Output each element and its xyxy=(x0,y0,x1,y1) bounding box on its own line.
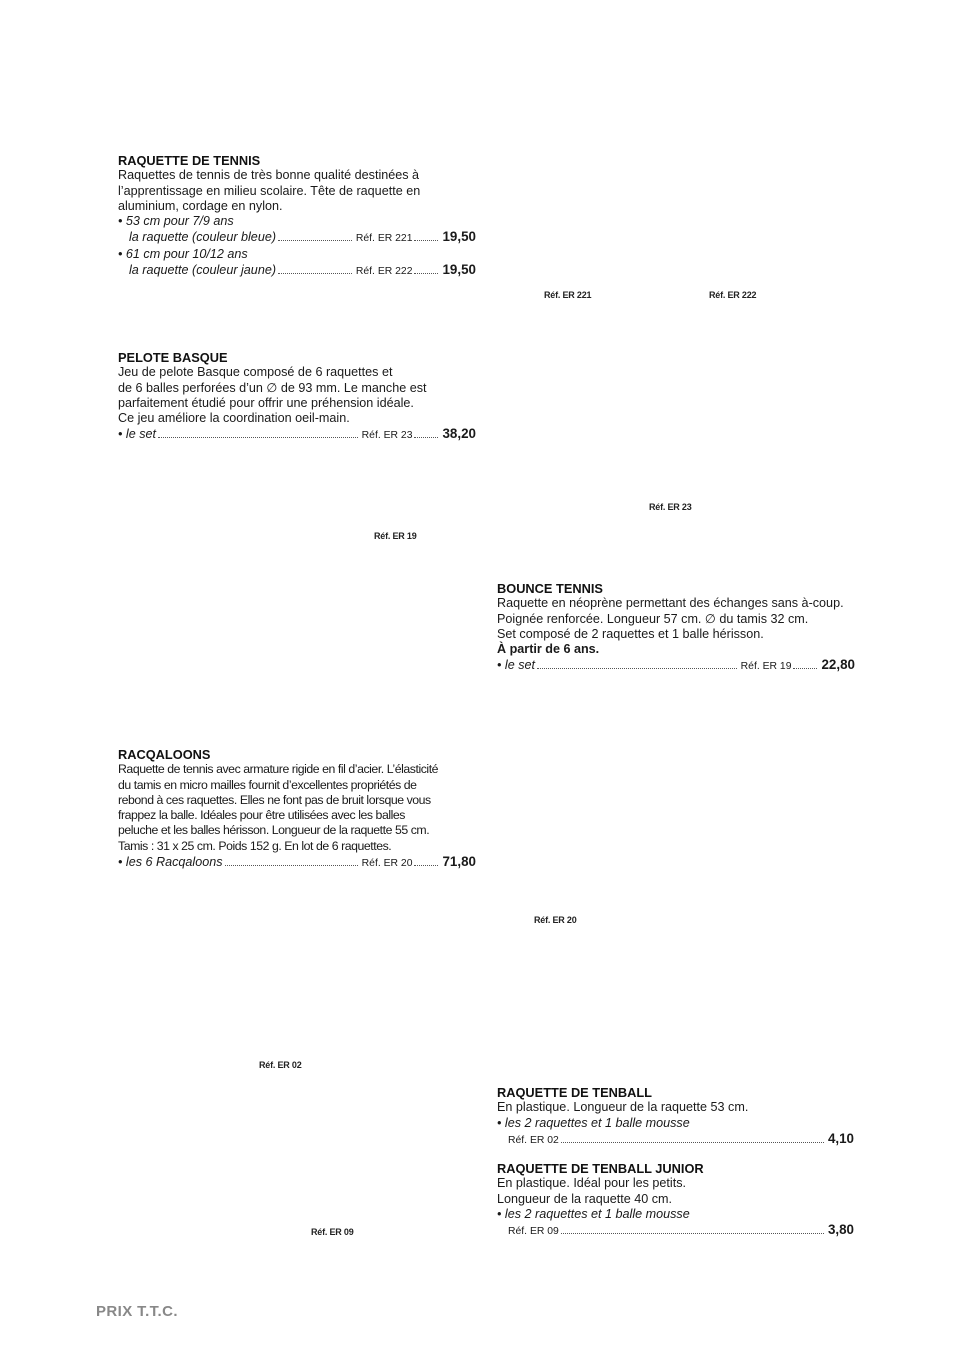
dot-leader xyxy=(158,437,358,438)
product-title: RACQALOONS xyxy=(118,747,211,762)
item-price: 22,80 xyxy=(821,657,855,673)
product-description: En plastique. Idéal pour les petits. Longueur de la raquette 40 cm. xyxy=(497,1176,687,1206)
item-ref: Réf. ER 222 xyxy=(355,266,413,278)
image-caption-er221: Réf. ER 221 xyxy=(544,290,592,300)
item-price: 19,50 xyxy=(442,262,476,278)
item-price: 4,10 xyxy=(827,1130,854,1146)
item-ref: Réf. ER 09 xyxy=(508,1226,559,1238)
item-label: la raquette (couleur jaune) xyxy=(129,263,277,278)
item-price: 71,80 xyxy=(442,854,476,870)
item-ref: Réf. ER 23 xyxy=(361,430,413,442)
price-row xyxy=(497,657,855,674)
product-description: Raquette de tennis avec armature rigide en fil d’acier. L’élasticité du tamis en micro mailles fournit d’excellentes propriétés de rebond à ces raquettes. Elles ne font pas de bruit lorsque vous frappez la balle. Idéales pour être utilisées avec les balles peluche et les balles hérisson. Longueur de la raquette 55 cm. Tamis : 31 x 25 cm. Poids 152 g. En lot de 6 raquettes. xyxy=(118,762,439,853)
dot-leader xyxy=(278,240,352,241)
product-title: RAQUETTE DE TENBALL JUNIOR xyxy=(497,1161,704,1176)
price-row xyxy=(118,854,476,871)
item-label: • le set xyxy=(497,658,536,673)
image-caption-er23: Réf. ER 23 xyxy=(649,502,692,512)
item-label: • le set xyxy=(118,427,157,442)
dot-leader xyxy=(414,437,438,438)
product-description: En plastique. Longueur de la raquette 53 cm. xyxy=(497,1100,749,1115)
item-label: la raquette (couleur bleue) xyxy=(129,230,277,245)
age-note: À partir de 6 ans. xyxy=(497,642,600,657)
product-racqaloons xyxy=(118,747,476,871)
price-note-footer: PRIX T.T.C. xyxy=(96,1303,178,1320)
image-caption-er222: Réf. ER 222 xyxy=(709,290,757,300)
dot-leader xyxy=(561,1233,824,1234)
image-caption-er19: Réf. ER 19 xyxy=(374,531,417,541)
item-label: • les 2 raquettes et 1 balle mousse xyxy=(497,1206,690,1221)
item-ref: Réf. ER 221 xyxy=(355,233,413,245)
product-title: RAQUETTE DE TENNIS xyxy=(118,153,261,168)
product-description: Raquette en néoprène permettant des échanges sans à-coup. Poignée renforcée. Longueur 57 cm. ∅ du tamis 32 cm. Set composé de 2 raquettes et 1 balle hérisson. xyxy=(497,596,844,641)
item-label: • les 6 Racqaloons xyxy=(118,855,223,870)
dot-leader xyxy=(414,865,438,866)
dot-leader xyxy=(414,273,438,274)
price-row xyxy=(118,426,476,443)
item-label: • les 2 raquettes et 1 balle mousse xyxy=(497,1115,690,1130)
product-tenball-junior xyxy=(497,1161,854,1239)
dot-leader xyxy=(414,240,438,241)
product-description: Jeu de pelote Basque composé de 6 raquettes et de 6 balles perforées d’un ∅ de 93 mm. Le manche est parfaitement étudié pour offrir une préhension idéale. Ce jeu améliore la coordination oeil-main. xyxy=(118,365,427,426)
item-ref: Réf. ER 19 xyxy=(740,661,792,673)
price-row xyxy=(118,262,476,279)
product-bounce-tennis xyxy=(497,581,855,675)
dot-leader xyxy=(278,273,352,274)
item-size: • 61 cm pour 10/12 ans xyxy=(118,246,248,261)
dot-leader xyxy=(561,1142,824,1143)
product-title: PELOTE BASQUE xyxy=(118,350,228,365)
product-title: BOUNCE TENNIS xyxy=(497,581,603,596)
image-caption-er20: Réf. ER 20 xyxy=(534,915,577,925)
dot-leader xyxy=(793,668,817,669)
item-price: 3,80 xyxy=(827,1222,854,1238)
item-price: 19,50 xyxy=(442,229,476,245)
image-caption-er09: Réf. ER 09 xyxy=(311,1227,354,1237)
product-tennis xyxy=(118,153,476,279)
item-size: • 53 cm pour 7/9 ans xyxy=(118,214,234,229)
product-tenball xyxy=(497,1085,854,1148)
price-row xyxy=(118,229,476,246)
price-row xyxy=(497,1222,854,1239)
image-caption-er02: Réf. ER 02 xyxy=(259,1060,302,1070)
product-title: RAQUETTE DE TENBALL xyxy=(497,1085,652,1100)
item-ref: Réf. ER 02 xyxy=(508,1134,559,1146)
price-row xyxy=(497,1131,854,1148)
item-price: 38,20 xyxy=(442,426,476,442)
product-pelote-basque xyxy=(118,350,476,444)
product-description: Raquettes de tennis de très bonne qualité destinées à l’apprentissage en milieu scolaire. Tête de raquette en aluminium, cordage en nylon. xyxy=(118,168,421,213)
dot-leader xyxy=(537,668,737,669)
dot-leader xyxy=(225,865,358,866)
item-ref: Réf. ER 20 xyxy=(361,858,413,870)
